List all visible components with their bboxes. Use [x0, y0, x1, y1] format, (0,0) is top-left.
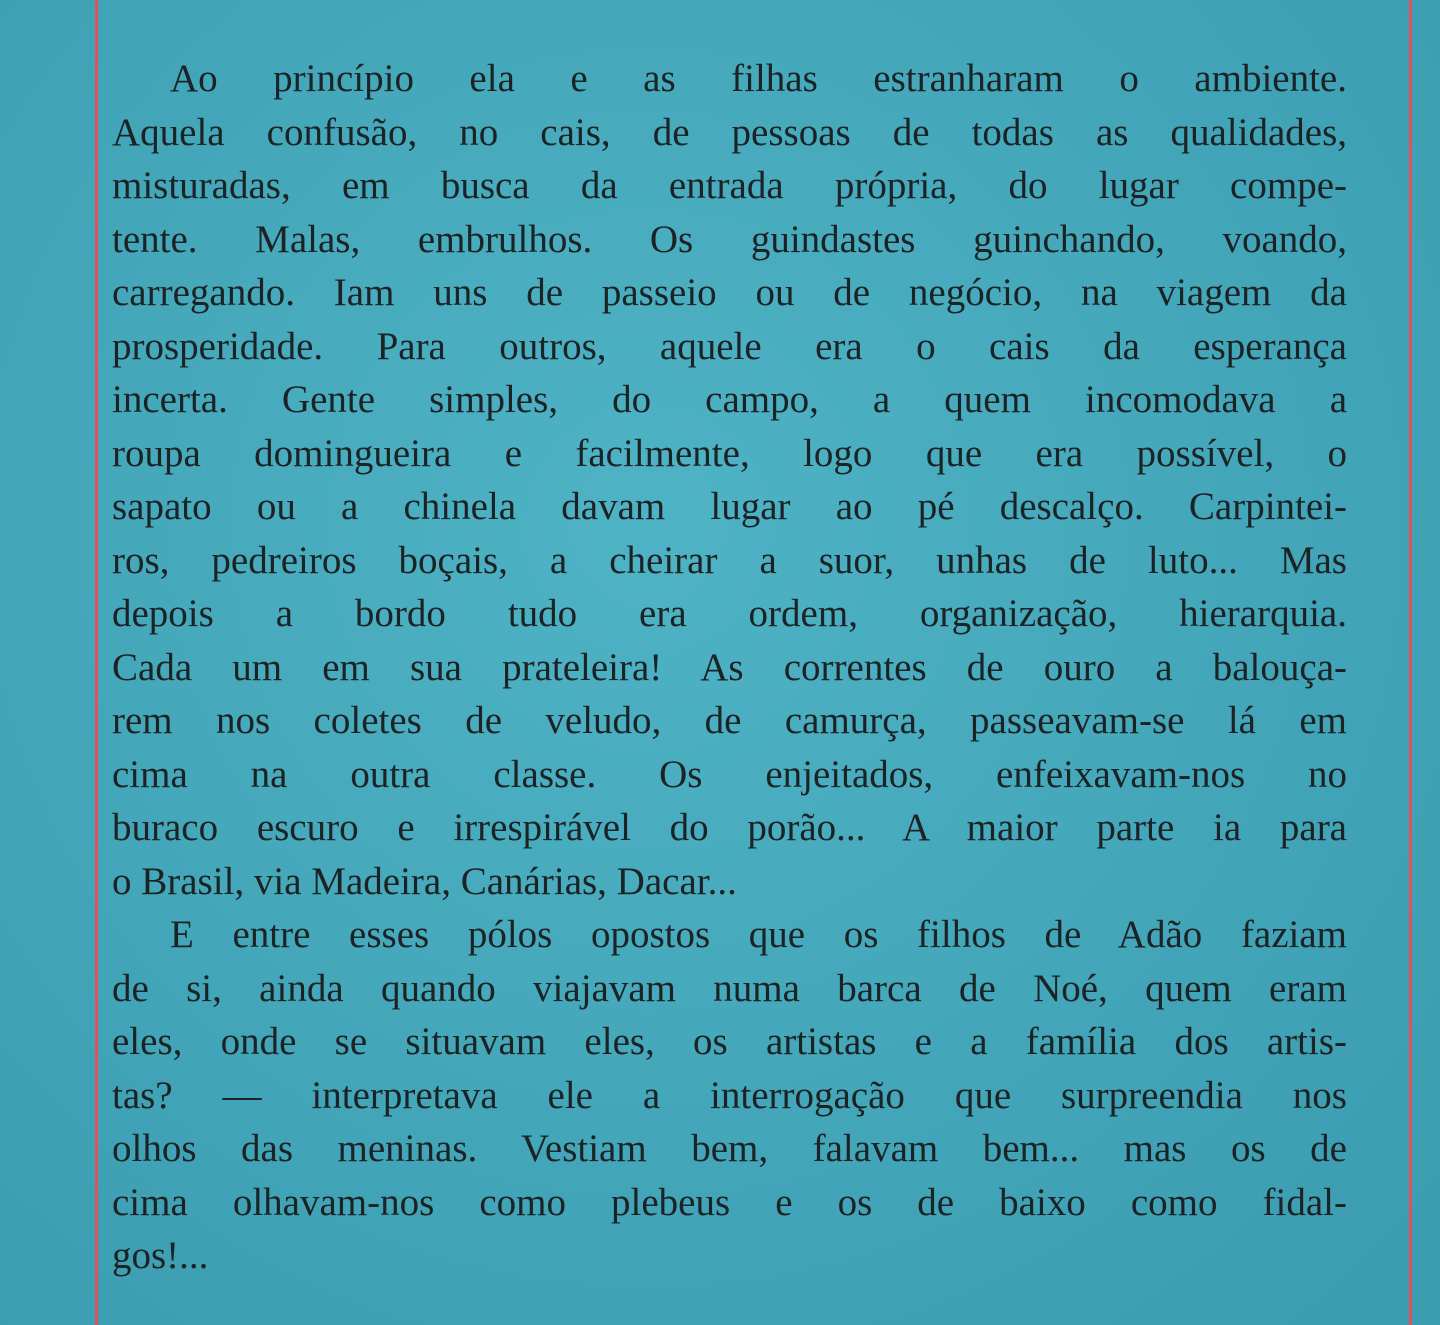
text-line: cima na outra classe. Os enjeitados, enfeixavam-nos no	[112, 752, 1347, 796]
text-line: carregando. Iam uns de passeio ou de negócio, na viagem da	[112, 271, 1347, 314]
text-line: rem nos coletes de veludo, de camurça, passeavam-se lá em	[112, 699, 1347, 742]
text-line: tas? — interpretava ele a interrogação que surpreendia nos	[112, 1073, 1347, 1117]
text-line: sapato ou a chinela davam lugar ao pé descalço. Carpintei-	[112, 485, 1347, 528]
text-line: tente. Malas, embrulhos. Os guindastes guinchando, voando,	[112, 217, 1347, 261]
text-line: de si, ainda quando viajavam numa barca de Noé, quem eram	[112, 966, 1347, 1010]
left-red-border	[95, 0, 98, 1325]
body-text	[112, 52, 1347, 1283]
text-line: roupa domingueira e facilmente, logo que era possível, o	[112, 431, 1347, 475]
text-line: incerta. Gente simples, do campo, a quem incomodava a	[112, 378, 1347, 421]
text-line: olhos das meninas. Vestiam bem, falavam bem... mas os de	[112, 1127, 1347, 1170]
text-line: Ao princípio ela e as filhas estranharam o ambiente.	[170, 57, 1347, 100]
right-red-border	[1409, 0, 1412, 1325]
text-line: gos!...	[112, 1234, 209, 1277]
text-line: Aquela confusão, no cais, de pessoas de todas as qualidades,	[112, 110, 1347, 154]
text-line: depois a bordo tudo era ordem, organização, hierarquia.	[112, 592, 1347, 635]
text-line: ros, pedreiros boçais, a cheirar a suor, unhas de luto... Mas	[112, 538, 1347, 582]
text-line: o Brasil, via Madeira, Canárias, Dacar...	[112, 859, 737, 903]
text-line: cima olhavam-nos como plebeus e os de baixo como fidal-	[112, 1180, 1347, 1224]
text-line: buraco escuro e irrespirável do porão... A maior parte ia para	[112, 806, 1347, 849]
text-line: Cada um em sua prateleira! As correntes de ouro a balouça-	[112, 645, 1347, 689]
text-line: misturadas, em busca da entrada própria, do lugar compe-	[112, 164, 1347, 207]
text-line: eles, onde se situavam eles, os artistas e a família dos artis-	[112, 1020, 1347, 1063]
text-line: E entre esses pólos opostos que os filhos de Adão faziam	[170, 913, 1347, 956]
text-line: prosperidade. Para outros, aquele era o cais da esperança	[112, 324, 1347, 368]
